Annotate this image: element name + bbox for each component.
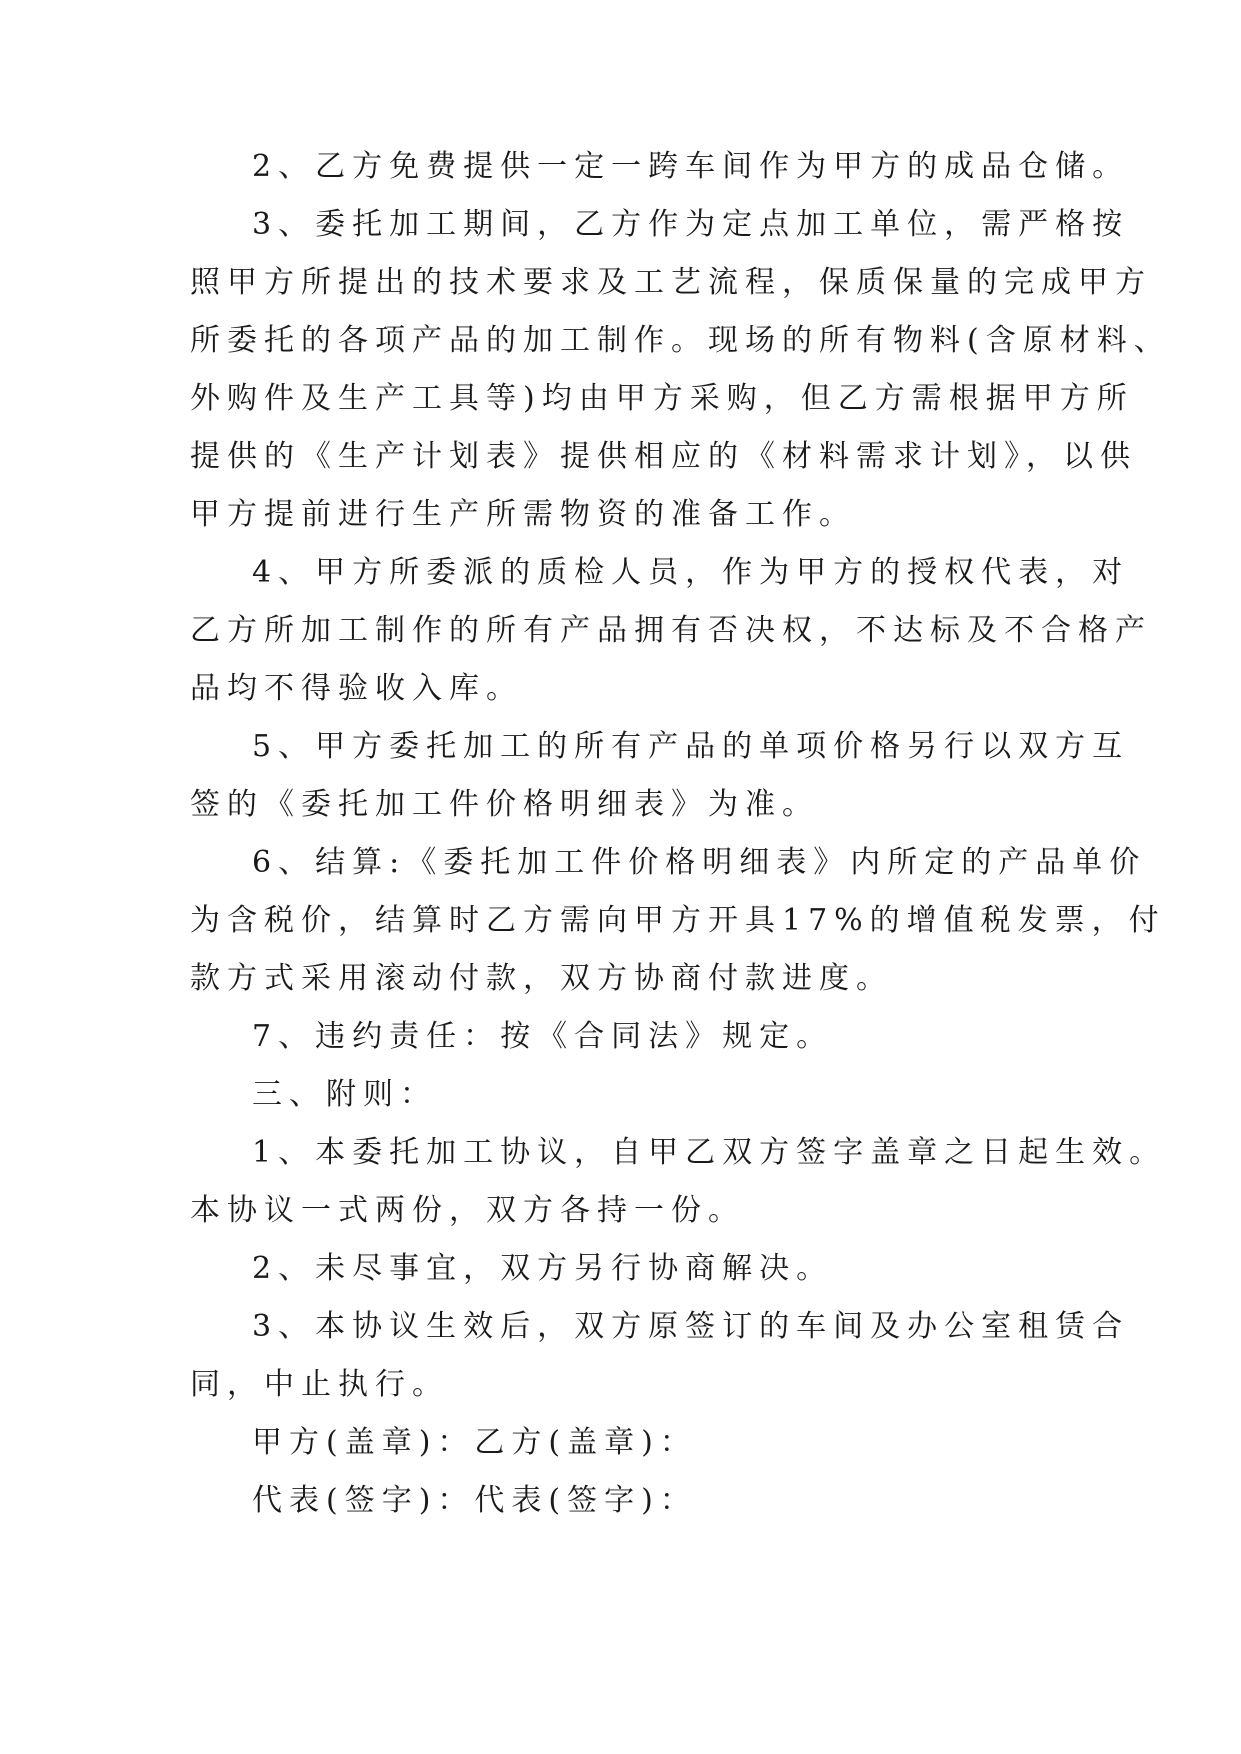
text-line: 3、委托加工期间，乙方作为定点加工单位，需严格按 <box>252 207 1130 242</box>
text-line: 签的《委托加工件价格明细表》为准。 <box>190 787 819 822</box>
text-line: 甲方提前进行生产所需物资的准备工作。 <box>190 497 856 532</box>
signature-line <box>190 1472 1070 1530</box>
appendix-clause-1-effective <box>190 1124 1167 1240</box>
text-line: 1、本委托加工协议，自甲乙双方签字盖章之日起生效。 <box>252 1135 1167 1170</box>
text-line: 本协议一式两份，双方各持一份。 <box>190 1193 745 1228</box>
clause-7-liability <box>190 1008 1070 1066</box>
text-line: 品均不得验收入库。 <box>190 671 523 706</box>
text-line: 5、甲方委托加工的所有产品的单项价格另行以双方互 <box>252 729 1130 764</box>
section-heading-appendix <box>190 1066 1070 1124</box>
text-line: 外购件及生产工具等)均由甲方采购，但乙方需根据甲方所 <box>190 381 1134 416</box>
text-line: 款方式采用滚动付款，双方协商付款进度。 <box>190 961 893 996</box>
text-line: 代表(签字)：代表(签字)： <box>252 1483 697 1518</box>
clause-2-warehouse <box>190 138 1130 196</box>
text-line: 为含税价，结算时乙方需向甲方开具17%的增值税发票，付 <box>190 903 1166 938</box>
text-line: 7、违约责任：按《合同法》规定。 <box>252 1019 834 1054</box>
seal-line <box>190 1414 1070 1472</box>
text-line: 2、乙方免费提供一定一跨车间作为甲方的成品仓储。 <box>252 149 1130 184</box>
text-line: 所委托的各项产品的加工制作。现场的所有物料(含原材料、 <box>190 323 1171 358</box>
appendix-clause-3-termination <box>190 1298 1130 1414</box>
clause-6-settlement <box>190 834 1166 1008</box>
clause-5-pricing <box>190 718 1130 834</box>
text-line: 甲方(盖章)：乙方(盖章)： <box>252 1425 697 1460</box>
text-line: 照甲方所提出的技术要求及工艺流程，保质保量的完成甲方 <box>190 265 1152 300</box>
text-line: 6、结算:《委托加工件价格明细表》内所定的产品单价 <box>252 845 1147 880</box>
appendix-clause-2-negotiation <box>190 1240 1070 1298</box>
text-line: 3、本协议生效后，双方原签订的车间及办公室租赁合 <box>252 1309 1130 1344</box>
text-line: 乙方所加工制作的所有产品拥有否决权，不达标及不合格产 <box>190 613 1152 648</box>
text-line: 4、甲方所委派的质检人员，作为甲方的授权代表，对 <box>252 555 1130 590</box>
text-line: 同，中止执行。 <box>190 1367 449 1402</box>
text-line: 2、未尽事宜，双方另行协商解决。 <box>252 1251 834 1286</box>
text-line: 提供的《生产计划表》提供相应的《材料需求计划》，以供 <box>190 439 1137 474</box>
clause-3-processing <box>190 196 1171 544</box>
clause-4-inspection <box>190 544 1152 718</box>
text-line: 三、附则： <box>252 1077 437 1112</box>
